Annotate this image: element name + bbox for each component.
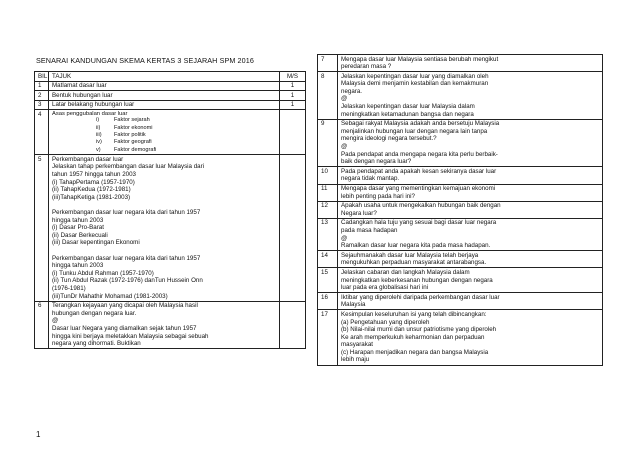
row-page: 1: [280, 100, 306, 110]
row-page: [280, 301, 306, 349]
text-line: luar pada era globalisasi hari ini: [341, 284, 429, 292]
table-row: [318, 251, 603, 268]
row-number: 8: [318, 72, 338, 120]
text-line: Sejauhmanakah dasar luar Malaysia telah berjaya: [341, 251, 479, 259]
text-line: @: [341, 95, 348, 103]
text-line: (iii) Dasar kepentingan Ekonomi: [52, 239, 140, 247]
table-row: [35, 91, 306, 101]
text-line: Jelaskan kepentingan dasar luar Malaysia dalam: [341, 103, 475, 111]
text-line: (iii)TahapKetiga (1981-2003): [52, 193, 131, 201]
text-line: Pada pendapat anda apakah kesan sekiranya dasar luar: [341, 167, 497, 175]
text-line: Ke arah memperkukuh keharmonian dan perpaduan: [341, 333, 485, 341]
row-number: 17: [318, 310, 338, 365]
text-line: (ii) Tun Abdul Razak (1972-1976) danTun Hussein Onn: [52, 277, 203, 285]
table-row: [35, 110, 306, 155]
row-number: 1: [35, 81, 49, 91]
text-line: masyarakat: [341, 341, 373, 349]
text-line: negara tidak mantap.: [341, 175, 400, 183]
table-row: [318, 293, 603, 310]
factor-item: v) Faktor demografi: [96, 146, 157, 153]
row-number: 9: [318, 119, 338, 167]
text-line: Terangkan kejayaan yang dicapai oleh Malaysia hasil: [52, 302, 198, 310]
table-row: [35, 100, 306, 110]
text-line: hingga tahun 2003: [52, 262, 104, 270]
text-line: Malaysia demi menjamin kestabilan dan kemakmuran: [341, 80, 489, 88]
text-line: @: [341, 234, 348, 242]
text-line: Ramalkan dasar luar negara kita pada masa hadapan.: [341, 242, 491, 250]
table-row: [35, 81, 306, 91]
row-question: [338, 55, 603, 72]
text-line: Dasar luar Negara yang diamalkan sejak tahun 1957: [52, 324, 197, 332]
text-line: lebih maju: [341, 356, 370, 364]
text-line: (ii) TahapKedua (1972-1981): [52, 186, 131, 194]
text-line: meningkatkan ketamadunan bangsa dan negara: [341, 110, 474, 118]
text-line: Cadangkan hala tuju yang sesuai bagi dasar luar negara: [341, 219, 497, 227]
left-table: [34, 71, 306, 349]
row-number: 11: [318, 184, 338, 201]
table-row: [318, 119, 603, 167]
text-line: Perkembangan dasar luar: [52, 155, 124, 163]
text-line: Sebagai rakyat Malaysia adakah anda bersetuju Malaysia: [341, 120, 500, 128]
text-line: [52, 247, 276, 255]
header-bil: BIL: [35, 72, 49, 82]
row-number: 14: [318, 251, 338, 268]
text-line: Kesimpulan keseluruhan isi yang telah dibincangkan:: [341, 310, 487, 318]
text-line: pada masa hadapan: [341, 226, 398, 234]
factor-item: iii) Faktor politik: [96, 131, 146, 138]
text-line: menjalinkan hubungan luar dengan negara lain tanpa: [341, 127, 488, 135]
row-question: [338, 119, 603, 167]
table-row: [318, 72, 603, 120]
row-question: [338, 293, 603, 310]
text-line: Malaysia: [341, 301, 366, 309]
right-table: [317, 54, 603, 366]
text-line: mengukuhkan perpaduan masyarakat antarabangsa.: [341, 259, 487, 267]
row-question: [338, 72, 603, 120]
header-ms: M/S: [280, 72, 306, 82]
text-line: Negara luar?: [341, 209, 377, 217]
text-line: Jelaskan tahap perkembangan dasar luar Malaysia dari: [52, 163, 205, 171]
text-line: Apakah usaha untuk mengekalkan hubungan baik dengan: [341, 202, 501, 210]
text-line: (iii)TunDr Mahathir Mohamad (1981-2003): [52, 292, 168, 300]
row-page: [280, 155, 306, 301]
row-number: 3: [35, 100, 49, 110]
text-line: Perkembangan dasar luar negara kita dari tahun 1957: [52, 209, 201, 217]
row-question: [338, 310, 603, 365]
row-question: [338, 218, 603, 250]
text-line: @: [341, 143, 348, 151]
text-line: hingga tahun 2003: [52, 216, 104, 224]
text-line: Mengapa dasar luar Malaysia sentiasa berubah mengikut: [341, 55, 499, 63]
text-line: (i) TahapPertama (1957-1970): [52, 178, 135, 186]
text-line: Jelaskan cabaran dan langkah Malaysia dalam: [341, 268, 470, 276]
row-topic: Latar belakang hubungan luar: [49, 100, 280, 110]
text-line: baik dengan negara luar?: [341, 158, 412, 166]
table-row: [318, 218, 603, 250]
text-line: Iktibar yang diperolehi daripada perkembangan dasar luar: [341, 293, 500, 301]
row-question: [338, 201, 603, 218]
text-line: (c) Harapan menjadikan negara dan bangsa Malaysia: [341, 348, 489, 356]
table-row: [318, 310, 603, 365]
row-number: 16: [318, 293, 338, 310]
table-row: [318, 184, 603, 201]
table-row: [318, 201, 603, 218]
text-line: negara yang dihormati. Buktikan: [52, 340, 141, 348]
row-number: 2: [35, 91, 49, 101]
text-line: peredaran masa ?: [341, 63, 392, 71]
row-number: 4: [35, 110, 49, 155]
row-topic: Bentuk hubungan luar: [49, 91, 280, 101]
factor-item: ii) Faktor ekonomi: [96, 124, 153, 131]
text-line: (i) Tunku Abdul Rahman (1957-1970): [52, 269, 154, 277]
row-page: [280, 110, 306, 155]
row-question: [338, 167, 603, 184]
text-line: Mengapa dasar yang mementingkan kemajuan ekonomi: [341, 185, 496, 192]
factor-item: i) Faktor sejarah: [96, 117, 150, 124]
page-number: 1: [36, 430, 41, 439]
table-row: [318, 55, 603, 72]
row-page: 1: [280, 81, 306, 91]
text-line: meningkatkan keberkesanan hubungan dengan negara: [341, 276, 493, 284]
row4-intro: Asas penggubalan dasar luar: [52, 110, 128, 117]
row-topic: Matlamat dasar luar: [49, 81, 280, 91]
text-line: negara.: [341, 87, 362, 95]
factor-item: iv) Faktor geografi: [96, 139, 152, 146]
row-number: 13: [318, 218, 338, 250]
row-question: [338, 184, 603, 201]
header-tajuk: TAJUK: [49, 72, 280, 82]
table-row: [318, 268, 603, 293]
text-line: (i) Dasar Pro-Barat: [52, 224, 104, 232]
row-number: 10: [318, 167, 338, 184]
row-question: [338, 251, 603, 268]
document-title: SENARAI KANDUNGAN SKEMA KERTAS 3 SEJARAH SPM 2016: [36, 56, 254, 65]
text-line: (a) Pengetahuan yang diperoleh: [341, 318, 430, 326]
text-line: (b) Nilai-nilai murni dan unsur patriotisme yang diperoleh: [341, 326, 497, 334]
text-line: Perkembangan dasar luar negara kita dari tahun 1957: [52, 254, 201, 262]
row-number: 7: [318, 55, 338, 72]
row-topic: [49, 110, 280, 155]
row-topic: [49, 301, 280, 349]
row-number: 12: [318, 201, 338, 218]
table-row: [318, 167, 603, 184]
text-line: @: [52, 317, 59, 325]
text-line: lebih penting pada hari ini?: [341, 192, 415, 200]
table-header-row: [35, 72, 306, 82]
row-topic: [49, 155, 280, 301]
row-question: [338, 268, 603, 293]
text-line: tahun 1957 hingga tahun 2003: [52, 171, 136, 179]
text-line: hingga kini berjaya meletakkan Malaysia sebagai sebuah: [52, 332, 209, 340]
text-line: [52, 201, 276, 209]
table-row: [35, 301, 306, 349]
text-line: mengira ideologi negara tersebut.?: [341, 135, 437, 143]
text-line: Pada pendapat anda mengapa negara kita perlu berbaik-: [341, 150, 498, 158]
row-number: 5: [35, 155, 49, 301]
table-row: [35, 155, 306, 301]
row-page: 1: [280, 91, 306, 101]
text-line: hubungan dengan negara luar.: [52, 309, 137, 317]
text-line: Jelaskan kepentingan dasar luar yang diamalkan oleh: [341, 72, 489, 80]
row-number: 15: [318, 268, 338, 293]
text-line: (ii) Dasar Berkecuali: [52, 231, 108, 239]
row-number: 6: [35, 301, 49, 349]
text-line: (1976-1981): [52, 284, 86, 292]
